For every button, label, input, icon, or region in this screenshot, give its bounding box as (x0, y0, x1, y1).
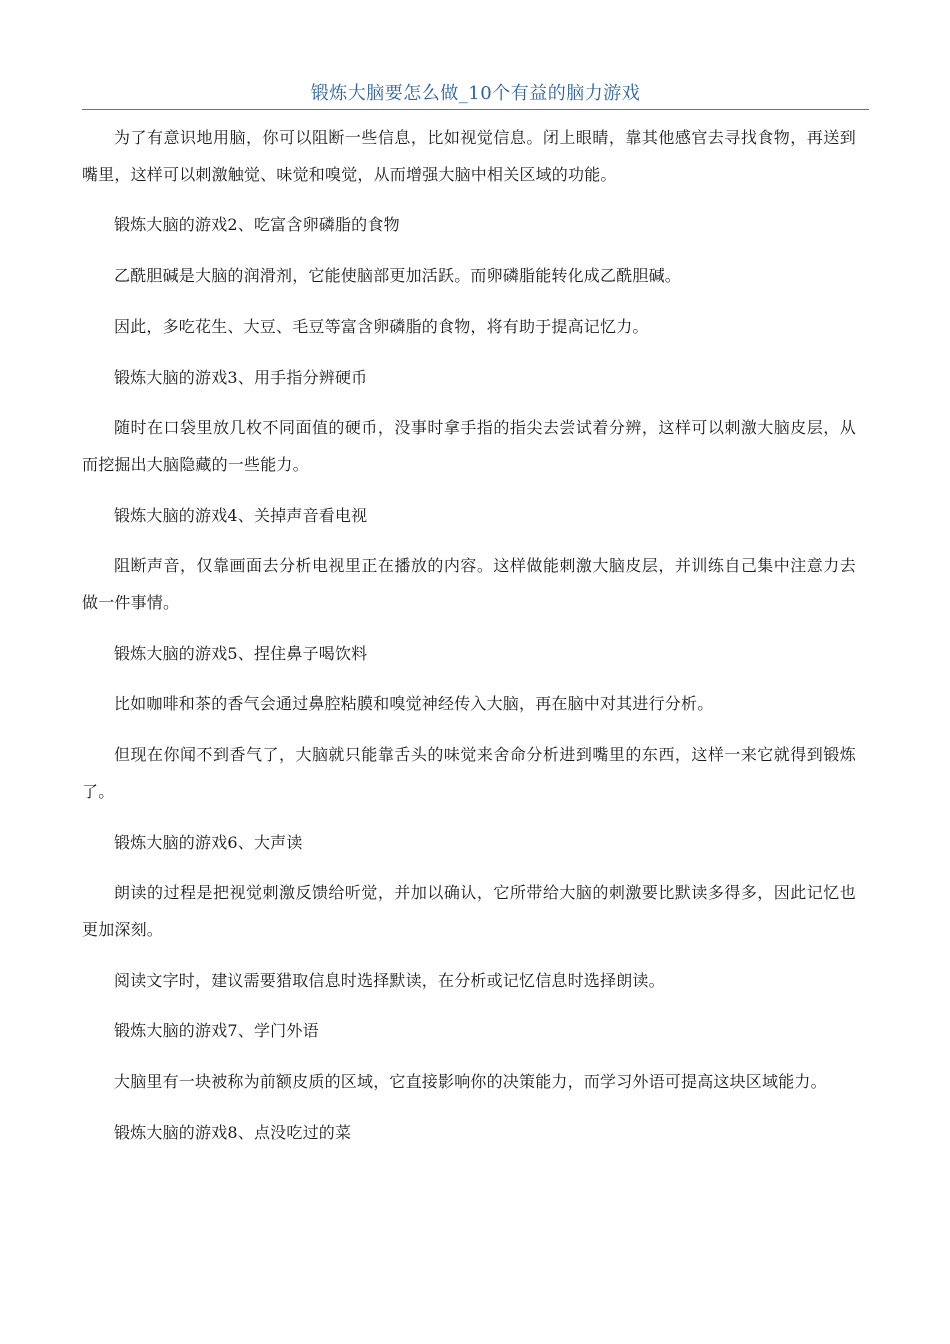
document-body (82, 120, 856, 1165)
body-paragraph: 阅读文字时，建议需要猎取信息时选择默读，在分析或记忆信息时选择朗读。 (114, 970, 665, 990)
section-heading-game-4: 锻炼大脑的游戏4、关掉声音看电视 (114, 505, 368, 525)
page-header-title: 锻炼大脑要怎么做_10个有益的脑力游戏 (310, 83, 641, 104)
body-paragraph: 比如咖啡和茶的香气会通过鼻腔粘膜和嗅觉神经传入大脑，再在脑中对其进行分析。 (114, 694, 714, 714)
body-paragraph: 因此，多吃花生、大豆、毛豆等富含卵磷脂的食物，将有助于提高记忆力。 (114, 316, 649, 336)
body-paragraph: 为了有意识地用脑，你可以阻断一些信息，比如视觉信息。闭上眼睛，靠其他感官去寻找食物，再送到嘴里，这样可以刺激触觉、味觉和嗅觉，从而增强大脑中相关区域的功能。 (82, 128, 856, 184)
section-heading-game-7: 锻炼大脑的游戏7、学门外语 (114, 1021, 319, 1041)
section-heading-game-6: 锻炼大脑的游戏6、大声读 (114, 832, 303, 852)
body-paragraph: 乙酰胆碱是大脑的润滑剂，它能使脑部更加活跃。而卵磷脂能转化成乙酰胆碱。 (114, 266, 682, 286)
body-paragraph: 朗读的过程是把视觉刺激反馈给听觉，并加以确认，它所带给大脑的刺激要比默读多得多，因此记忆也更加深刻。 (82, 883, 856, 939)
body-paragraph: 阻断声音，仅靠画面去分析电视里正在播放的内容。这样做能刺激大脑皮层，并训练自己集中注意力去做一件事情。 (82, 556, 856, 613)
body-paragraph: 随时在口袋里放几枚不同面值的硬币，没事时拿手指的指尖去尝试着分辨，这样可以刺激大脑皮层，从而挖掘出大脑隐藏的一些能力。 (82, 418, 856, 474)
header-divider (82, 109, 869, 110)
section-heading-game-3: 锻炼大脑的游戏3、用手指分辨硬币 (114, 367, 368, 387)
body-paragraph: 大脑里有一块被称为前额皮质的区域，它直接影响你的决策能力，而学习外语可提高这块区域能力。 (114, 1072, 827, 1092)
section-heading-game-5: 锻炼大脑的游戏5、捏住鼻子喝饮料 (114, 643, 368, 663)
section-heading-game-8: 锻炼大脑的游戏8、点没吃过的菜 (114, 1122, 352, 1142)
body-paragraph: 但现在你闻不到香气了，大脑就只能靠舌头的味觉来舍命分析进到嘴里的东西，这样一来它就得到锻炼了。 (82, 745, 856, 801)
section-heading-game-2: 锻炼大脑的游戏2、吃富含卵磷脂的食物 (114, 215, 400, 235)
